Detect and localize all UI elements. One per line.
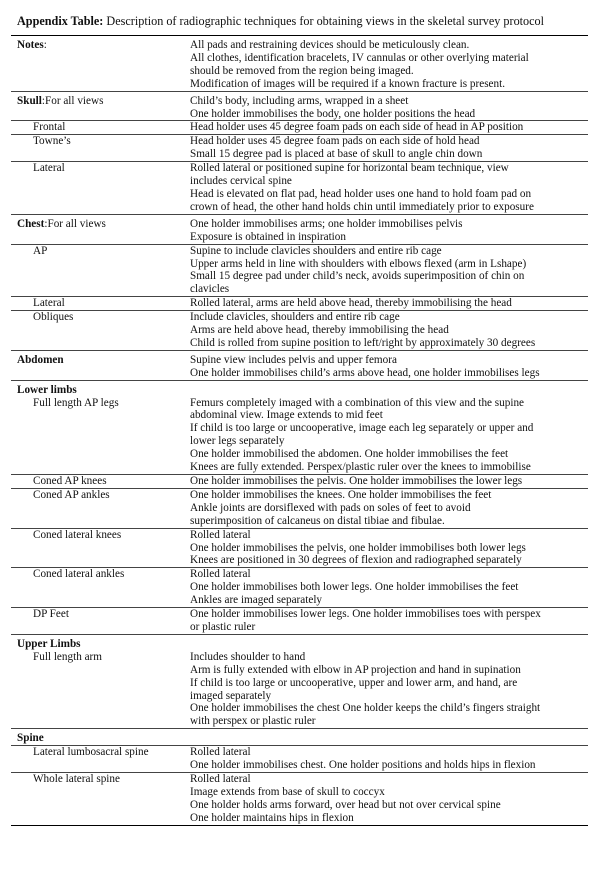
description-line: Child is rolled from supine position to left/right by approximately 30 degrees <box>190 336 536 349</box>
section-heading: Notes <box>17 39 44 51</box>
techniques-table <box>11 35 588 826</box>
description-line: One holder immobilises child’s arms above head, one holder immobilises legs <box>190 366 540 379</box>
row-description <box>187 135 588 162</box>
description-line: Include clavicles, shoulders and entire rib cage <box>190 311 400 324</box>
view-label: AP <box>33 244 48 257</box>
description-line: or plastic ruler <box>190 620 256 633</box>
row-description <box>187 162 588 215</box>
description-line: One holder immobilises the body, one holder positions the head <box>190 107 476 120</box>
description-line: One holder immobilises the knees. One holder immobilises the feet <box>190 488 492 501</box>
description-line: Small 15 degree pad is placed at base of skull to angle chin down <box>190 148 483 161</box>
table-row <box>11 568 588 608</box>
table-row <box>11 634 588 650</box>
row-description <box>187 528 588 568</box>
row-description <box>187 121 588 135</box>
row-label <box>11 528 187 568</box>
description-line: Supine to include clavicles shoulders and entire rib cage <box>190 244 442 257</box>
row-label <box>11 214 187 244</box>
description-line: One holder holds arms forward, over head but not over cervical spine <box>190 798 501 811</box>
description-line: imaged separately <box>190 689 272 702</box>
description-line: One holder immobilised the abdomen. One holder immobilises the feet <box>190 448 509 461</box>
description-line: lower legs separately <box>190 435 285 448</box>
description-line: Rolled lateral, arms are held above head, thereby immobilising the head <box>190 297 512 310</box>
row-description <box>187 244 588 297</box>
row-label <box>11 568 187 608</box>
description-line: Head holder uses 45 degree foam pads on each side of head in AP position <box>190 121 524 134</box>
description-line: Femurs completely imaged with a combination of this view and the supine <box>190 396 525 409</box>
description-line: Knees are positioned in 30 degrees of flexion and radiographed separately <box>190 554 522 567</box>
row-description <box>187 311 588 351</box>
row-description <box>187 380 588 396</box>
description-line: should be removed from the region being imaged. <box>190 64 414 77</box>
description-line: Arms are held above head, thereby immobilising the head <box>190 324 449 337</box>
description-line: Arm is fully extended with elbow in AP projection and hand in supination <box>190 663 521 676</box>
table-row <box>11 91 588 121</box>
table-row <box>11 651 588 729</box>
view-label: Whole lateral spine <box>33 772 120 785</box>
description-line: Small 15 degree pad under child’s neck, avoids superimposition of chin on <box>190 270 525 283</box>
row-description <box>187 91 588 121</box>
description-line: Head is elevated on flat pad, head holder uses one hand to hold foam pad on <box>190 187 532 200</box>
description-line: One holder immobilises lower legs. One holder immobilises toes with perspex <box>190 608 541 621</box>
description-line: Includes shoulder to hand <box>190 650 306 663</box>
row-label <box>11 488 187 528</box>
view-label: Coned lateral ankles <box>33 568 125 581</box>
description-line: crown of head, the other hand holds chin until immediately prior to exposure <box>190 200 534 213</box>
view-label: Lateral <box>33 297 65 310</box>
description-line: Knees are fully extended. Perspex/plastic ruler over the knees to immobilise <box>190 461 531 474</box>
view-label: Towne’s <box>33 135 71 148</box>
description-line: Upper arms held in line with shoulders with elbows flexed (arm in Lshape) <box>190 257 527 270</box>
row-description <box>187 746 588 773</box>
view-label: Frontal <box>33 121 66 134</box>
description-line: One holder immobilises the chest One holder keeps the child’s fingers straight <box>190 702 541 715</box>
description-line: All clothes, identification bracelets, IV cannulas or other overlying material <box>190 51 529 64</box>
row-label <box>11 475 187 489</box>
description-line: includes cervical spine <box>190 175 292 188</box>
table-row <box>11 297 588 311</box>
description-line: One holder immobilises the pelvis, one holder immobilises both lower legs <box>190 541 526 554</box>
description-line: Supine view includes pelvis and upper femora <box>190 353 397 366</box>
view-label: Coned lateral knees <box>33 528 122 541</box>
section-heading-suffix: :For all views <box>44 217 106 230</box>
row-label <box>11 135 187 162</box>
row-description <box>187 36 588 92</box>
row-description <box>187 729 588 746</box>
row-description <box>187 651 588 729</box>
row-description <box>187 634 588 650</box>
table-row <box>11 608 588 635</box>
row-label <box>11 297 187 311</box>
view-label: Obliques <box>33 311 74 324</box>
row-description <box>187 350 588 380</box>
description-line: Ankle joints are dorsiflexed with pads on soles of feet to avoid <box>190 501 471 514</box>
view-label: Lateral lumbosacral spine <box>33 746 149 759</box>
row-description <box>187 475 588 489</box>
table-body <box>11 36 588 826</box>
description-line: clavicles <box>190 283 230 296</box>
description-line: All pads and restraining devices should be meticulously clean. <box>190 39 470 51</box>
description-line: abdominal view. Image extends to mid feet <box>190 409 383 422</box>
caption-text: Description of radiographic techniques for obtaining views in the skeletal survey protocol <box>103 14 545 28</box>
section-heading: Upper Limbs <box>17 637 81 650</box>
description-line: Image extends from base of skull to coccyx <box>190 785 385 798</box>
view-label: Full length arm <box>33 650 102 663</box>
row-description <box>187 297 588 311</box>
table-row <box>11 475 588 489</box>
section-heading-suffix: : <box>43 39 47 51</box>
table-row <box>11 350 588 380</box>
row-label <box>11 729 187 746</box>
description-line: Head holder uses 45 degree foam pads on each side of hold head <box>190 135 480 148</box>
row-label <box>11 350 187 380</box>
row-description <box>187 488 588 528</box>
description-line: One holder immobilises chest. One holder positions and holds hips in flexion <box>190 759 536 772</box>
table-row <box>11 135 588 162</box>
caption-bold: Appendix Table: <box>17 14 104 28</box>
row-label <box>11 634 187 650</box>
description-line: Child’s body, including arms, wrapped in a sheet <box>190 94 409 107</box>
table-row <box>11 746 588 773</box>
row-label <box>11 608 187 635</box>
view-label: Coned AP ankles <box>33 488 110 501</box>
view-label: DP Feet <box>33 608 69 621</box>
table-row <box>11 244 588 297</box>
description-line: One holder maintains hips in flexion <box>190 811 354 824</box>
row-description <box>187 772 588 825</box>
row-description <box>187 568 588 608</box>
description-line: Ankles are imaged separately <box>190 594 323 607</box>
table-row <box>11 488 588 528</box>
description-line: One holder immobilises the pelvis. One holder immobilises the lower legs <box>190 475 523 487</box>
row-label <box>11 36 187 92</box>
description-line: One holder immobilises arms; one holder immobilises pelvis <box>190 217 463 230</box>
row-label <box>11 121 187 135</box>
description-line: Rolled lateral or positioned supine for horizontal beam technique, view <box>190 162 509 175</box>
table-row <box>11 311 588 351</box>
row-label <box>11 311 187 351</box>
description-line: If child is too large or uncooperative, image each leg separately or upper and <box>190 422 534 435</box>
row-label <box>11 244 187 297</box>
row-description <box>187 397 588 475</box>
row-label <box>11 380 187 396</box>
section-heading: Lower limbs <box>17 383 77 396</box>
row-label <box>11 651 187 729</box>
row-description <box>187 214 588 244</box>
description-line: If child is too large or uncooperative, upper and lower arm, and hand, are <box>190 676 518 689</box>
row-label <box>11 397 187 475</box>
row-label <box>11 162 187 215</box>
description-line: Rolled lateral <box>190 568 251 581</box>
view-label: Lateral <box>33 162 65 175</box>
description-line: superimposition of calcaneus on distal tibiae and fibulae. <box>190 514 445 527</box>
section-heading: Spine <box>17 732 44 745</box>
view-label: Coned AP knees <box>33 475 107 487</box>
table-row <box>11 772 588 825</box>
description-line: with perspex or plastic ruler <box>190 715 316 728</box>
row-description <box>187 608 588 635</box>
table-row <box>11 380 588 396</box>
table-row <box>11 162 588 215</box>
row-label <box>11 746 187 773</box>
description-line: Rolled lateral <box>190 746 251 759</box>
row-label <box>11 772 187 825</box>
section-heading: Abdomen <box>17 353 64 366</box>
table-row <box>11 36 588 92</box>
table-row <box>11 528 588 568</box>
view-label: Full length AP legs <box>33 396 119 409</box>
section-heading-suffix: :For all views <box>41 94 104 107</box>
description-line: Modification of images will be required if a known fracture is present. <box>190 77 506 90</box>
description-line: Exposure is obtained in inspiration <box>190 230 346 243</box>
description-line: One holder immobilises both lower legs. One holder immobilises the feet <box>190 581 519 594</box>
section-heading: Chest <box>17 217 45 230</box>
description-line: Rolled lateral <box>190 772 251 785</box>
description-line: Rolled lateral <box>190 528 251 541</box>
table-row <box>11 121 588 135</box>
row-label <box>11 91 187 121</box>
section-heading: Skull <box>17 94 42 107</box>
table-row <box>11 397 588 475</box>
table-row <box>11 729 588 746</box>
table-row <box>11 214 588 244</box>
table-caption <box>17 14 544 29</box>
